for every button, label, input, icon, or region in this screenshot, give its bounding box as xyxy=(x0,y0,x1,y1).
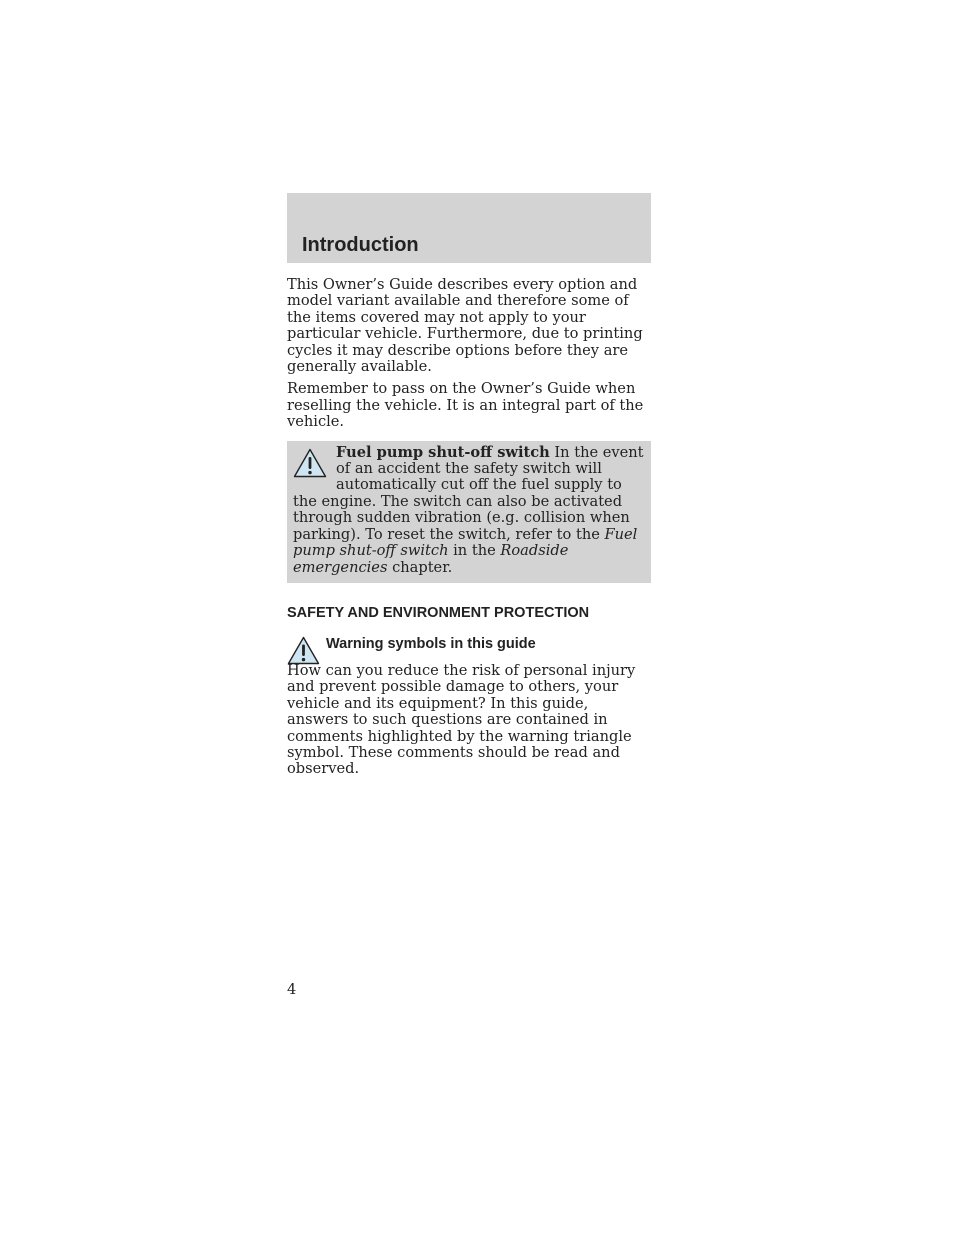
warning-triangle-icon xyxy=(293,448,327,478)
warning-text-part-2: in the xyxy=(448,542,501,560)
warning-box xyxy=(287,441,651,583)
warning-triangle-icon xyxy=(287,636,320,665)
warning-title: Fuel pump shut-off switch xyxy=(336,443,550,461)
chapter-header-band xyxy=(287,193,651,263)
warning-reference-2: Roadside emergencies xyxy=(293,542,569,576)
warning-text xyxy=(293,445,645,576)
safety-paragraph: How can you reduce the risk of personal injury and prevent possible damage to others, your vehicle and its equipment? In this guide, answers to such questions are contained in comments highlighted by the warning triangle symbol. These comments should be read and observed. xyxy=(287,661,636,778)
subheading: Warning symbols in this guide xyxy=(326,636,536,653)
page-content xyxy=(287,193,651,778)
page-number: 4 xyxy=(287,981,297,998)
intro-paragraph-2: Remember to pass on the Owner’s Guide when reselling the vehicle. It is an integral part of the vehicle. xyxy=(287,380,644,431)
warning-reference-1: Fuel pump shut-off switch xyxy=(293,525,638,560)
section-heading: SAFETY AND ENVIRONMENT PROTECTION xyxy=(287,604,590,621)
warning-text-part-3: chapter. xyxy=(387,558,453,576)
subheading-row xyxy=(287,636,651,665)
chapter-title: Introduction xyxy=(302,234,419,256)
warning-text-part-1: In the event of an accident the safety switch will automatically cut off the fuel supply to the engine. The switch can also be activated through sudden vibration (e.g. collision when parking). To reset the switch, refer to the xyxy=(293,443,644,543)
intro-paragraph-1: This Owner’s Guide describes every option and model variant available and therefore some of the items covered may not apply to your particular vehicle. Furthermore, due to printing cycles it may describe options before they are generally available. xyxy=(287,276,643,376)
